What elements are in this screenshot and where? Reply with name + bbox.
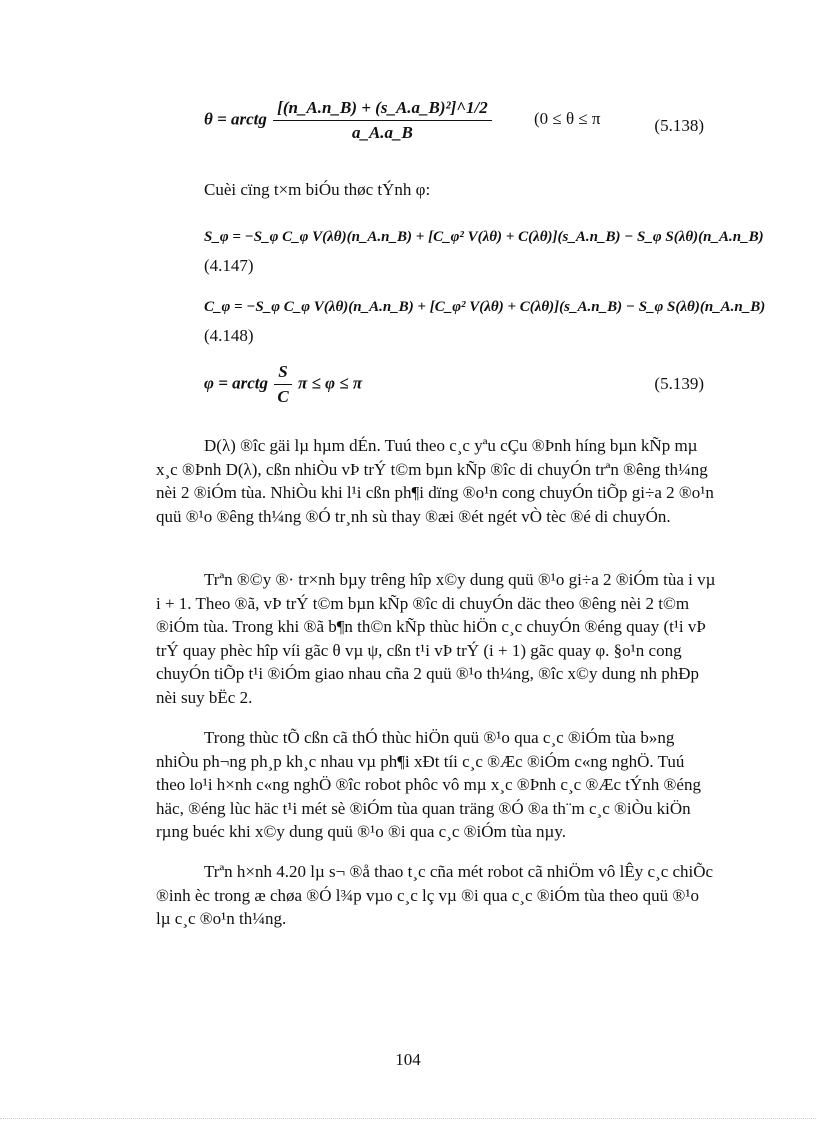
equation-number: (5.138) (654, 116, 704, 135)
equation-s-phi (204, 226, 764, 246)
paragraph (156, 726, 716, 844)
intro-line: Cuèi cïng t×m biÓu thøc tÝnh φ: (204, 180, 431, 199)
paragraph (156, 434, 716, 528)
theta-numerator: [(n_A.n_B) + (s_A.a_B)²]^1/2 (273, 98, 492, 121)
c-phi-expression: C_φ = −S_φ C_φ V(λθ)(n_A.n_B) + [C_φ² V(λθ) + C(λθ)](s_A.n_B) − S_φ S(λθ)(n_A.n_B) (204, 299, 766, 315)
equation-number: (4.148) (204, 326, 254, 345)
phi-tail: π ≤ φ ≤ π (297, 373, 363, 393)
equation-number: (5.139) (654, 374, 704, 393)
paragraph-text: Trªn ®©y ®· tr×nh bµy trêng hîp x©y dung quü ®¹o gi÷a 2 ®iÓm tùa i vµ i + 1. Theo ®ã, vÞ trÝ t©m bµn kÑp ®îc di chuyÓn däc theo ®êng nèi 2 t©m ®iÓm tùa. Trong khi ®ã b¶n th©n kÑp thùc hiÖn c¸c chuyÓn ®éng quay (t¹i vÞ trÝ quay phèc hîp víi gãc θ vµ ψ, cßn t¹i vÞ trÝ (i + 1) gãc quay φ. §o¹n cong chuyÓn tiÕp t¹i ®iÓm giao nhau cña 2 quü ®¹o th¼ng, ®îc x©y dung nh phÐp nèi suy bËc 2. (156, 570, 716, 707)
paragraph (156, 860, 716, 931)
theta-denominator: a_A.a_B (351, 123, 413, 142)
phi-denominator: C (277, 387, 289, 406)
equation-phi (204, 362, 704, 407)
equation-theta (204, 98, 704, 143)
paragraph (156, 568, 716, 709)
theta-lhs: θ = arctg (204, 109, 267, 129)
phi-lhs: φ = arctg (204, 373, 269, 393)
s-phi-expression: S_φ = −S_φ C_φ V(λθ)(n_A.n_B) + [C_φ² V(λθ) + C(λθ)](s_A.n_B) − S_φ S(λθ)(n_A.n_B) (204, 229, 764, 245)
paragraph-text: Trong thùc tÕ cßn cã thÓ thùc hiÖn quü ®¹o qua c¸c ®iÓm tùa b»ng nhiÒu ph¬ng ph¸p kh¸c nhau vµ ph¶i xÐt tíi c¸c ®Æc ®iÓm c«ng nghÖ. Tuú theo lo¹i h×nh c«ng nghÖ ®îc robot phôc vô mµ x¸c ®Þnh c¸c ®Æc tÝnh ®éng häc, ®éng lùc häc t¹i mét sè ®iÓm tùa quan träng ®Ó ®a th¨m c¸c ®iÒu kiÖn rµng buéc khi x©y dung quü ®¹o ®i qua c¸c ®iÓm tùa nµy. (156, 728, 701, 841)
phi-numerator: S (274, 362, 291, 385)
phi-fraction (274, 362, 291, 407)
equation-c-phi (204, 296, 766, 316)
theta-condition: (0 ≤ θ ≤ π (533, 109, 601, 129)
footer-divider (0, 1118, 816, 1119)
equation-number: (4.147) (204, 256, 254, 275)
paragraph-text: D(λ) ®îc gäi lµ hµm dÉn. Tuú theo c¸c yªu cÇu ®Þnh híng bµn kÑp mµ x¸c ®Þnh D(λ), cßn nhiÒu vÞ trÝ t©m bµn kÑp ®îc di chuyÓn trªn ®êng th¼ng nèi 2 ®iÓm tùa. NhiÒu khi l¹i cßn ph¶i dïng ®o¹n cong chuyÓn tiÕp gi÷a 2 ®o¹n quü ®¹o ®êng th¼ng ®Ó tr¸nh sù thay ®æi ®ét ngét vÒ tèc ®é di chuyÓn. (156, 436, 714, 526)
theta-fraction (273, 98, 492, 143)
paragraph-text: Trªn h×nh 4.20 lµ s¬ ®å thao t¸c cña mét robot cã nhiÖm vô lÊy c¸c chiÕc ®inh èc trong æ chøa ®Ó l¾p vµo c¸c lç vµ ®i qua c¸c ®iÓm tùa theo quü ®¹o lµ c¸c ®o¹n th¼ng. (156, 862, 714, 928)
page-number: 104 (395, 1050, 421, 1069)
